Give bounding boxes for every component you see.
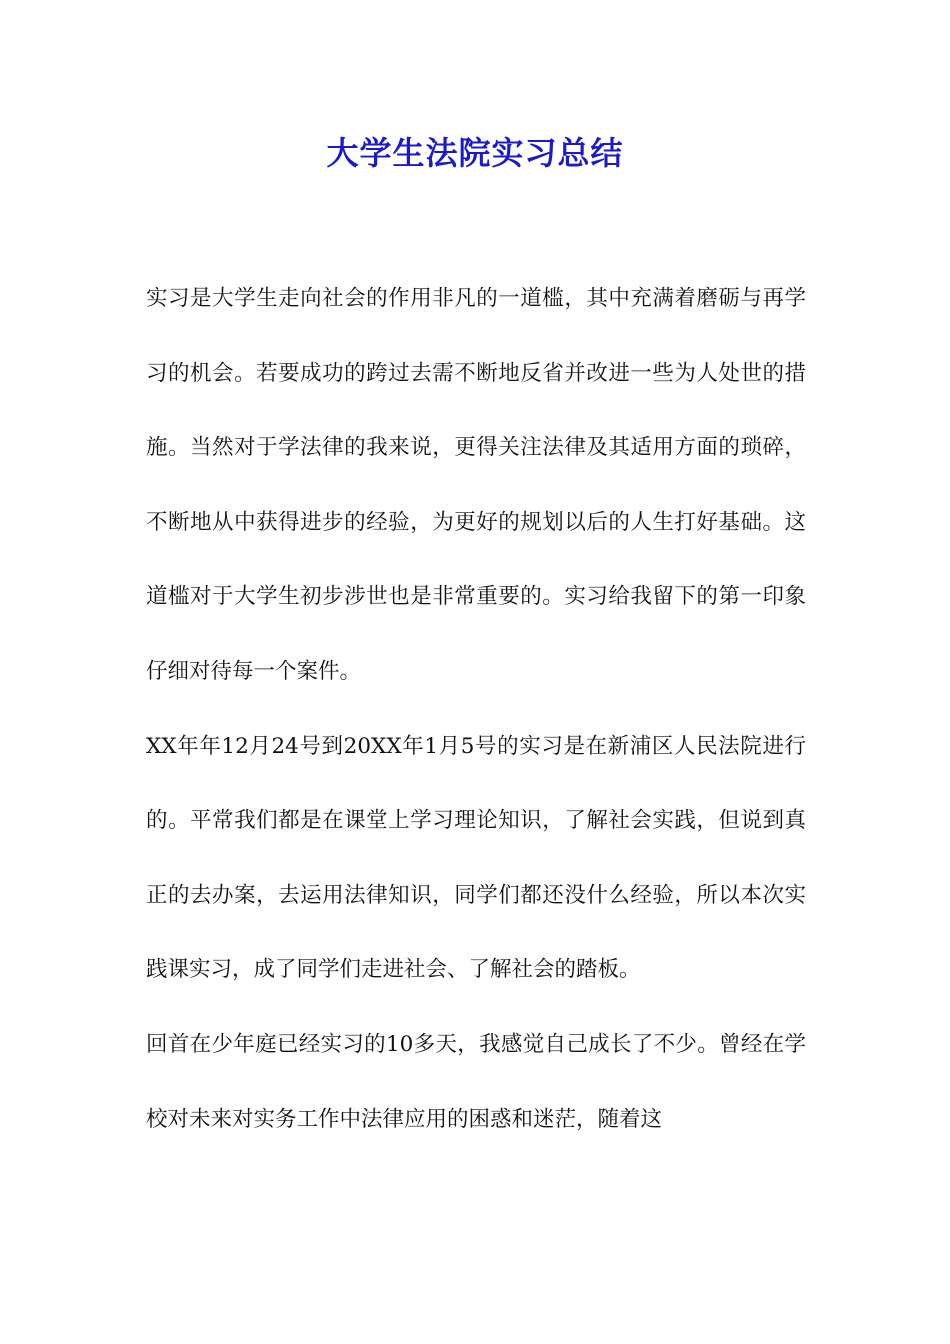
document-body [146, 262, 806, 1157]
paragraph-3: 回首在少年庭已经实习的10多天，我感觉自己成长了不少。曾经在学校对未来对实务工作中法律应用的困惑和迷茫，随着这 [146, 1031, 806, 1132]
paragraph-2: XX年年12月24号到20XX年1月5号的实习是在新浦区人民法院进行的。平常我们都是在课堂上学习理论知识，了解社会实践，但说到真正的去办案，去运用法律知识，同学们都还没什么经验，所以本次实践课实习，成了同学们走进社会、了解社会的踏板。 [146, 733, 806, 983]
document-title: 大学生法院实习总结 [326, 134, 624, 172]
paragraph-1: 实习是大学生走向社会的作用非凡的一道槛，其中充满着磨砺与再学习的机会。若要成功的跨过去需不断地反省并改进一些为人处世的措施。当然对于学法律的我来说，更得关注法律及其适用方面的琐碎，不断地从中获得进步的经验，为更好的规划以后的人生打好基础。这道槛对于大学生初步涉世也是非常重要的。实习给我留下的第一印象仔细对待每一个案件。 [146, 286, 806, 684]
